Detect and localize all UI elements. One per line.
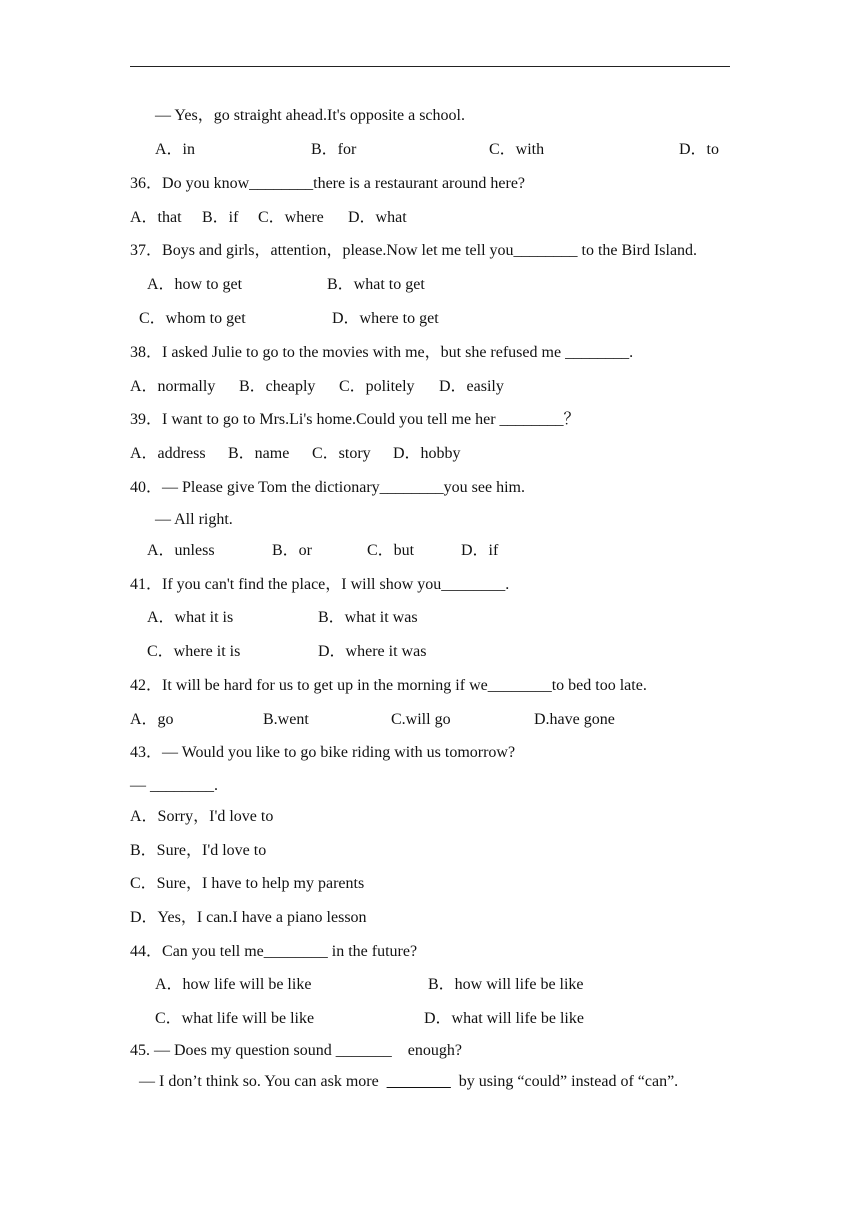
q36-option-a: A．that <box>130 209 182 226</box>
q35-option-d: D．to <box>679 141 720 158</box>
question-number: 37． <box>130 242 163 259</box>
question-text: — Does my question sound <box>154 1042 336 1059</box>
question-text: to the Bird Island. <box>577 242 698 259</box>
question-44 <box>130 942 417 962</box>
q39-option-c: C．story <box>312 445 371 462</box>
question-45 <box>130 1041 462 1061</box>
q40-option-d: D．if <box>461 542 499 559</box>
q36-option-c: C．where <box>258 209 324 226</box>
q40-reply: — All right. <box>155 511 233 528</box>
question-text: ？ <box>563 411 580 428</box>
q37-option-c: C．whom to get <box>139 310 246 327</box>
q42-option-b: B.went <box>263 711 309 728</box>
question-number: 42． <box>130 677 163 694</box>
q36-option-d: D．what <box>348 209 407 226</box>
question-number: 39． <box>130 411 163 428</box>
answer-blank: ________ <box>263 943 328 960</box>
answer-blank: ________ <box>386 1073 451 1090</box>
q44-option-d: D．what will life be like <box>424 1010 584 1027</box>
question-number: 45. <box>130 1042 154 1059</box>
question-42 <box>130 676 647 696</box>
question-text: by using “could” instead of “can”. <box>450 1073 679 1090</box>
q41-option-b: B．what it was <box>318 609 418 626</box>
q40-option-c: C．but <box>367 542 415 559</box>
period: . <box>214 777 218 794</box>
q44-option-a: A．how life will be like <box>155 976 312 993</box>
answer-blank: ________ <box>150 777 214 794</box>
q44-option-b: B．how will life be like <box>428 976 584 993</box>
q40-option-b: B．or <box>272 542 313 559</box>
question-number: 43． <box>130 744 163 761</box>
q40-option-a: A．unless <box>147 542 215 559</box>
question-text: It will be hard for us to get up in the morning if we <box>162 677 488 694</box>
header-rule <box>130 66 730 67</box>
question-number: 40． <box>130 479 163 496</box>
question-text: to bed too late. <box>551 677 647 694</box>
q42-option-d: D.have gone <box>534 711 615 728</box>
q45-reply <box>139 1072 678 1092</box>
answer-blank: ________ <box>379 479 444 496</box>
q42-option-c: C.will go <box>391 711 451 728</box>
answer-blank: ________ <box>441 576 506 593</box>
dash: — <box>130 777 150 794</box>
question-text: I asked Julie to go to the movies with me，but she refused me <box>162 344 566 361</box>
q43-option-a: A．Sorry，I'd love to <box>130 808 274 825</box>
q37-option-b: B．what to get <box>327 276 425 293</box>
q38-option-a: A．normally <box>130 378 216 395</box>
question-number: 38． <box>130 344 163 361</box>
q39-option-b: B．name <box>228 445 290 462</box>
q41-option-a: A．what it is <box>147 609 234 626</box>
answer-blank: ________ <box>565 344 630 361</box>
question-41 <box>130 575 509 595</box>
question-text: there is a restaurant around here? <box>313 175 526 192</box>
q44-option-c: C．what life will be like <box>155 1010 315 1027</box>
question-43 <box>130 743 515 763</box>
question-number: 44． <box>130 943 163 960</box>
q43-option-b: B．Sure，I'd love to <box>130 842 267 859</box>
question-text: — I don’t think so. You can ask more <box>139 1073 387 1090</box>
q38-option-c: C．politely <box>339 378 415 395</box>
q35-option-b: B．for <box>311 141 357 158</box>
answer-blank: ________ <box>513 242 578 259</box>
question-text: in the future? <box>327 943 418 960</box>
q38-option-d: D．easily <box>439 378 504 395</box>
answer-blank: _______ <box>335 1042 392 1059</box>
q36-option-b: B．if <box>202 209 239 226</box>
question-text: . <box>629 344 634 361</box>
q37-option-d: D．where to get <box>332 310 439 327</box>
q35-option-a: A．in <box>155 141 196 158</box>
question-text: enough? <box>391 1042 462 1059</box>
question-text: Do you know <box>162 175 250 192</box>
q37-option-a: A．how to get <box>147 276 243 293</box>
question-38 <box>130 343 633 363</box>
q41-option-c: C．where it is <box>147 643 241 660</box>
q42-option-a: A．go <box>130 711 174 728</box>
question-text: . <box>505 576 510 593</box>
answer-blank: ________ <box>249 175 314 192</box>
question-number: 36． <box>130 175 163 192</box>
question-number: 41． <box>130 576 163 593</box>
q43-reply <box>130 776 218 796</box>
question-text: — Would you like to go bike riding with us tomorrow? <box>162 744 516 761</box>
question-text: Can you tell me <box>162 943 264 960</box>
q39-option-a: A．address <box>130 445 206 462</box>
q39-option-d: D．hobby <box>393 445 461 462</box>
q43-option-c: C．Sure，I have to help my parents <box>130 875 365 892</box>
question-text: Boys and girls，attention，please.Now let me tell you <box>162 242 514 259</box>
question-36 <box>130 174 525 194</box>
q41-option-d: D．where it was <box>318 643 427 660</box>
question-37 <box>130 241 697 261</box>
question-text: — Please give Tom the dictionary <box>162 479 380 496</box>
question-40 <box>130 478 525 498</box>
question-text: you see him. <box>443 479 525 496</box>
q38-option-b: B．cheaply <box>239 378 316 395</box>
q43-option-d: D．Yes，I can.I have a piano lesson <box>130 909 367 926</box>
question-39 <box>130 410 580 430</box>
question-text: If you can't find the place，I will show you <box>162 576 442 593</box>
question-text: I want to go to Mrs.Li's home.Could you tell me her <box>162 411 500 428</box>
q35-reply: — Yes，go straight ahead.It's opposite a school. <box>155 107 465 124</box>
answer-blank: ________ <box>487 677 552 694</box>
answer-blank: ________ <box>499 411 564 428</box>
q35-option-c: C．with <box>489 141 545 158</box>
